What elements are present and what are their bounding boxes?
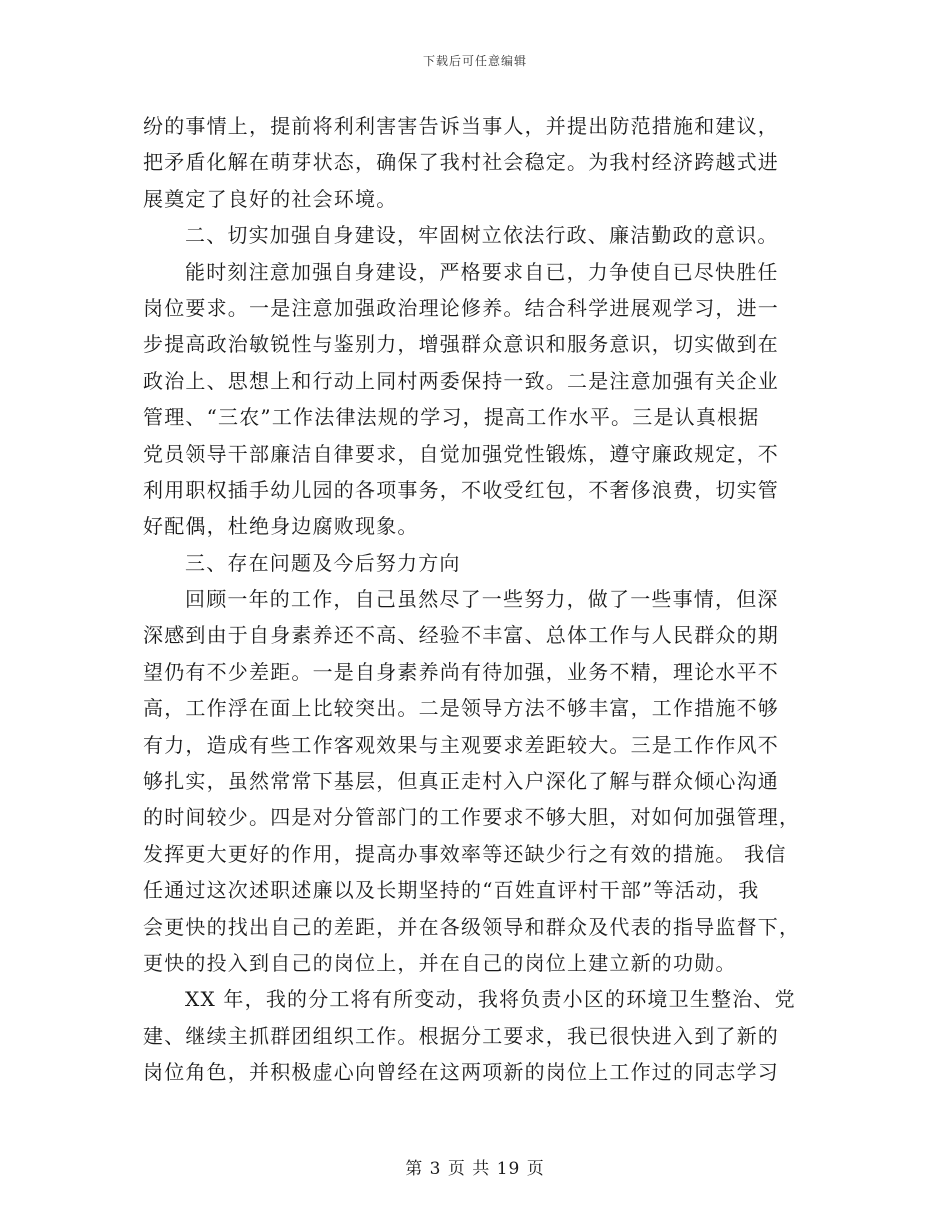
body-text-line: 三、存在问题及今后努力方向 — [185, 550, 461, 575]
body-text-line: 会更快的找出自己的差距，并在各级领导和群众及代表的指导监督下， — [143, 914, 801, 939]
body-text-line: 把矛盾化解在萌芽状态，确保了我村社会稳定。为我村经济跨越式进 — [143, 150, 779, 175]
body-text-line: 步提高政治敏锐性与鉴别力，增强群众意识和服务意识，切实做到在 — [143, 332, 779, 357]
page-footer: 第 3 页 共 19 页 — [405, 1159, 545, 1179]
document-body — [143, 108, 803, 1091]
body-text-line: 有力，造成有些工作客观效果与主观要求差距较大。三是工作作风不 — [143, 732, 779, 757]
body-text-line: 党员领导干部廉洁自律要求，自觉加强党性锻炼，遵守廉政规定，不 — [143, 441, 779, 466]
body-text-line: 二、切实加强自身建设，牢固树立依法行政、廉洁勤政的意识。 — [185, 223, 779, 248]
body-text-line: 望仍有不少差距。一是自身素养尚有待加强，业务不精，理论水平不 — [143, 659, 779, 684]
body-text-line: 深感到由于自身素养还不高、经验不丰富、总体工作与人民群众的期 — [143, 623, 779, 648]
body-text-line: 政治上、思想上和行动上同村两委保持一致。二是注意加强有关企业 — [143, 368, 779, 393]
body-text-line: 的时间较少。四是对分管部门的工作要求不够大胆，对如何加强管理， — [143, 805, 801, 830]
body-text-line: 任通过这次述职述廉以及长期坚持的“百姓直评村干部”等活动，我 — [143, 878, 760, 903]
body-text-line: 岗位要求。一是注意加强政治理论修养。结合科学进展观学习，进一 — [143, 295, 779, 320]
body-text-line: 发挥更大更好的作用，提高办事效率等还缺少行之有效的措施。 我信 — [143, 841, 787, 866]
body-text-line: 展奠定了良好的社会环境。 — [143, 186, 398, 211]
body-text-line: 好配偶，杜绝身边腐败现象。 — [143, 514, 419, 539]
body-text-line: 回顾一年的工作，自己虽然尽了一些努力，做了一些事情，但深 — [185, 587, 779, 612]
body-text-line: 建、继续主抓群团组织工作。根据分工要求，我已很快进入到了新的 — [143, 1023, 779, 1048]
body-text-line: 更快的投入到自己的岗位上，并在自己的岗位上建立新的功勋。 — [143, 950, 737, 975]
body-text-line: 纷的事情上，提前将利利害害告诉当事人，并提出防范措施和建议， — [143, 114, 779, 138]
body-text-line: 利用职权插手幼儿园的各项事务，不收受红包，不奢侈浪费，切实管 — [143, 477, 779, 502]
body-text-line: 够扎实，虽然常常下基层，但真正走村入户深化了解与群众倾心沟通 — [143, 769, 779, 794]
body-text-line: 管理、“三农”工作法律法规的学习，提高工作水平。三是认真根据 — [143, 405, 760, 430]
body-text-line: 岗位角色，并积极虚心向曾经在这两项新的岗位上工作过的同志学习 — [143, 1060, 779, 1085]
body-text-line: 能时刻注意加强自身建设，严格要求自已，力争使自已尽快胜任 — [185, 259, 779, 284]
body-text-line: XX 年，我的分工将有所变动，我将负责小区的环境卫生整治、党 — [185, 987, 796, 1012]
body-text-line: 高，工作浮在面上比较突出。二是领导方法不够丰富，工作措施不够 — [143, 696, 779, 721]
page-header: 下载后可任意编辑 — [422, 54, 527, 68]
